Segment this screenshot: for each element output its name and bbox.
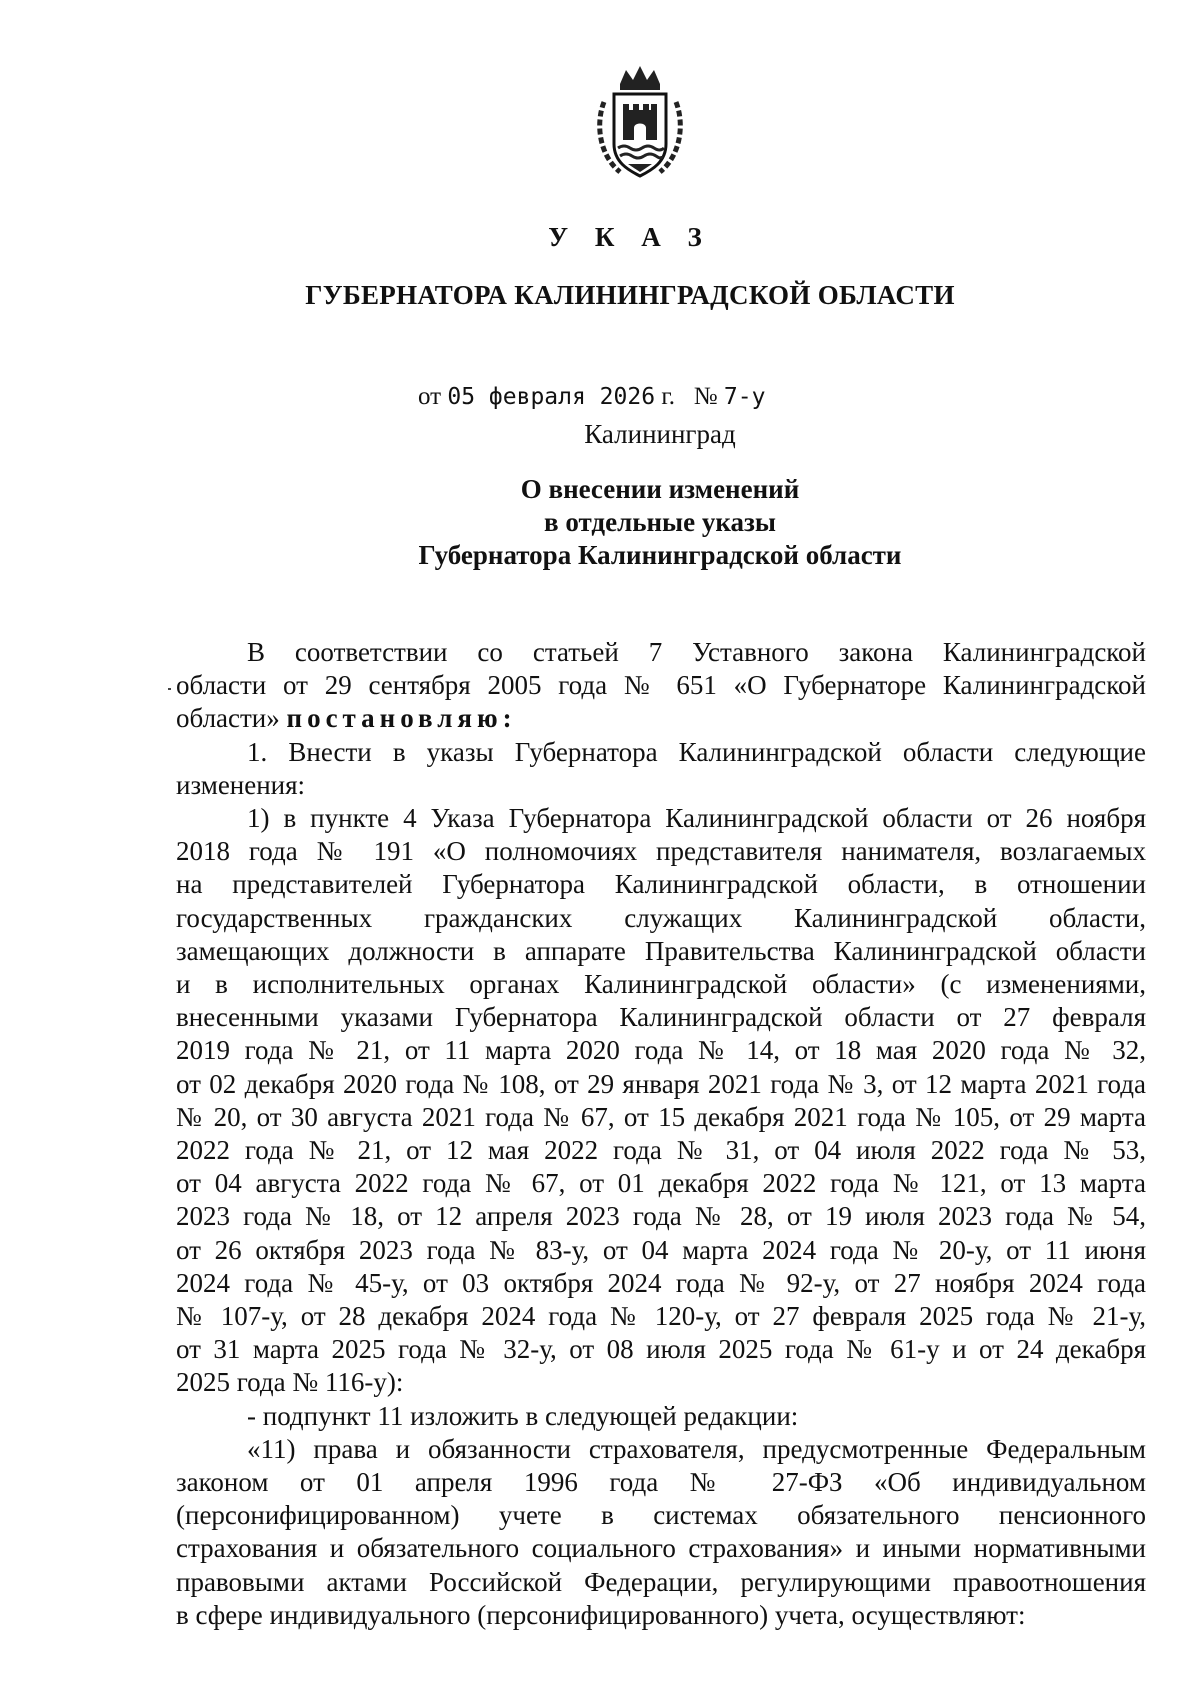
date-number-line [418, 383, 765, 411]
heading-line: в отдельные указы [544, 507, 776, 537]
year-suffix: г. [661, 383, 676, 410]
document-type-title: У К А З [548, 222, 712, 252]
city-name: Калининград [584, 419, 736, 449]
text-line: внесенными указами Губернатора Калининградской области от 27 февраля [176, 1002, 1146, 1033]
text-line: от 02 декабря 2020 года № 108, от 29 января 2021 года № 3, от 12 марта 2021 года [176, 1068, 1146, 1099]
text-line: изменения: [176, 769, 306, 800]
number-sign: № [693, 383, 718, 410]
text-line: 1) в пункте 4 Указа Губернатора Калининградской области от 26 ноября [247, 803, 1146, 834]
text-line: 2022 года № 21, от 12 мая 2022 года № 31, от 04 июля 2022 года № 53, [176, 1135, 1146, 1166]
text-line: 2024 года № 45-у, от 03 октября 2024 года № 92-у, от 27 ноября 2024 года [176, 1267, 1146, 1298]
text-line: 2018 года № 191 «О полномочиях представителя нанимателя, возлагаемых [176, 836, 1146, 867]
text-line: № 107-у, от 28 декабря 2024 года № 120-у, от 27 февраля 2025 года № 21-у, [176, 1301, 1146, 1332]
text-line: - подпункт 11 изложить в следующей редакции: [247, 1400, 799, 1431]
text-line: «11) права и обязанности страхователя, предусмотренные Федеральным [247, 1433, 1146, 1464]
text-line: государственных гражданских служащих Калининградской области, [176, 902, 1146, 933]
text-line: от 26 октября 2023 года № 83-у, от 04 марта 2024 года № 20-у, от 11 июня [176, 1234, 1146, 1265]
text-line: замещающих должности в аппарате Правительства Калининградской области [176, 935, 1146, 966]
text-line: от 04 августа 2022 года № 67, от 01 декабря 2022 года № 121, от 13 марта [176, 1168, 1146, 1199]
decision-keyword: постановляю: [286, 703, 517, 734]
text-line [176, 702, 1146, 735]
text-line: и в исполнительных органах Калининградской области» (с изменениями, [176, 969, 1146, 1000]
text-line: 2025 года № 116-у): [176, 1367, 404, 1398]
text-line: законом от 01 апреля 1996 года № 27-ФЗ «Об индивидуальном [176, 1467, 1146, 1498]
decree-heading [0, 473, 1200, 572]
decree-body [176, 636, 1146, 1632]
text-line: 1. Внести в указы Губернатора Калининградской области следующие [247, 736, 1146, 767]
text-line: от 31 марта 2025 года № 32-у, от 08 июля 2025 года № 61-у и от 24 декабря [176, 1334, 1146, 1365]
text-line: № 20, от 30 августа 2021 года № 67, от 15 декабря 2021 года № 105, от 29 марта [176, 1101, 1146, 1132]
decree-number: 7-у [723, 384, 766, 410]
text-line: в сфере индивидуального (персонифицированного) учета, осуществляют: [176, 1599, 1026, 1630]
text-line: 2019 года № 21, от 11 марта 2020 года № 14, от 18 мая 2020 года № 32, [176, 1035, 1146, 1066]
text-line: правовыми актами Российской Федерации, регулирующими правоотношения [176, 1566, 1146, 1597]
heading-line: О внесении изменений [520, 474, 800, 504]
issuer-title: ГУБЕРНАТОРА КАЛИНИНГРАДСКОЙ ОБЛАСТИ [305, 280, 955, 310]
text-line: В соответствии со статьей 7 Уставного закона Калининградской [247, 637, 1146, 667]
margin-mark [168, 688, 171, 690]
date-value: 05 февраля 2026 [447, 384, 656, 410]
text-line: 2023 года № 18, от 12 апреля 2023 года № 28, от 19 июля 2023 года № 54, [176, 1201, 1146, 1232]
date-prefix: от [418, 383, 442, 410]
text-line: на представителей Губернатора Калининградской области, в отношении [176, 869, 1146, 900]
coat-of-arms-icon [590, 62, 690, 182]
heading-line: Губернатора Калининградской области [418, 540, 902, 570]
text-fragment: области» [176, 703, 280, 734]
text-line: области от 29 сентября 2005 года № 651 «О Губернаторе Калининградской [176, 670, 1146, 701]
text-line: страхования и обязательного социального страхования» и иными нормативными [176, 1533, 1146, 1564]
text-line: (персонифицированном) учете в системах обязательного пенсионного [176, 1500, 1146, 1531]
